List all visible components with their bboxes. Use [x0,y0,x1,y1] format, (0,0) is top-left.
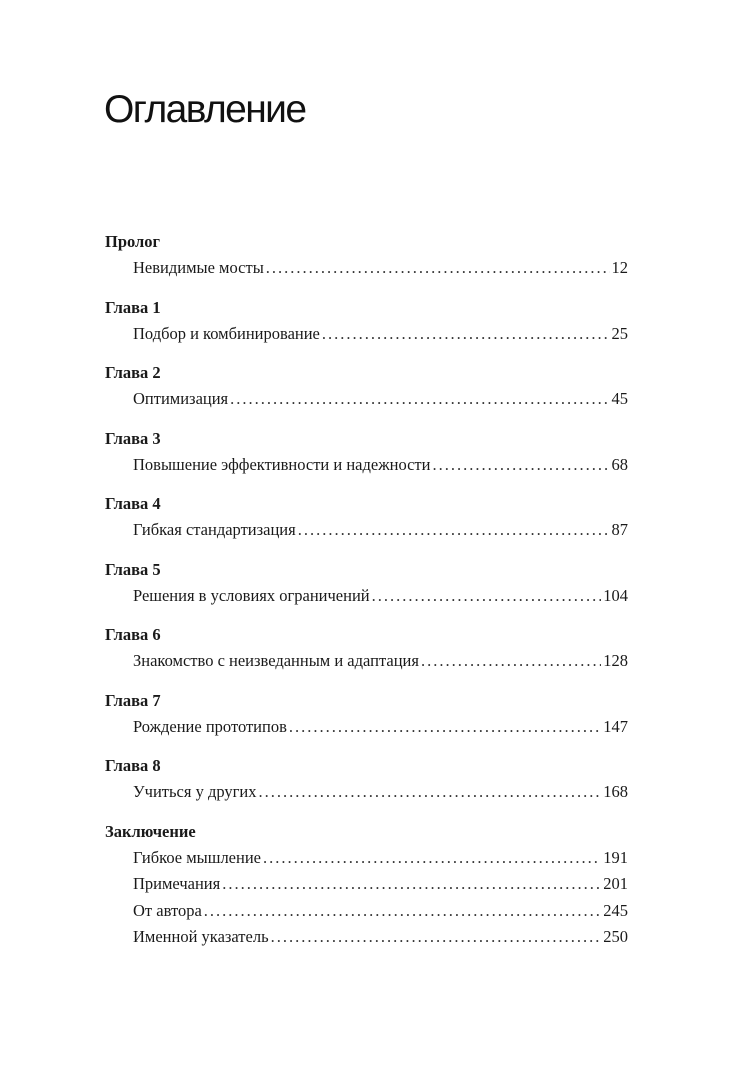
entry-title: Рождение прототипов [133,716,287,736]
toc-section [105,491,628,544]
toc-entry[interactable] [105,386,628,413]
dot-leader [204,898,601,925]
page-title: Оглавление [104,88,306,131]
page-number: 201 [603,874,628,893]
entry-title: Гибкое мышление [133,847,261,867]
page-number: 245 [603,900,628,920]
entry-title: Примечания [133,874,221,893]
table-of-contents [105,229,628,964]
page-number: 191 [603,847,628,867]
toc-entry[interactable] [105,452,628,479]
entry-title: Знакомство с неизведанным и адаптация [133,651,419,670]
entry-title: Невидимые мосты [133,258,264,277]
dot-leader [372,583,602,610]
dot-leader [289,714,601,741]
page-number: 168 [603,782,628,801]
page-number: 25 [611,323,628,343]
toc-entry[interactable] [105,255,628,282]
entry-title: Подбор и комбинирование [133,323,320,343]
section-heading: Глава 3 [105,428,161,448]
toc-section [105,229,628,282]
entry-title: Именной указатель [133,927,269,946]
dot-leader [263,845,601,872]
toc-entry[interactable] [105,924,628,951]
toc-section [105,426,628,479]
section-heading: Глава 6 [105,625,161,644]
section-heading: Заключение [105,821,196,841]
dot-leader [322,321,610,348]
page-number: 87 [611,520,628,539]
dot-leader [258,779,601,806]
toc-entry[interactable] [105,779,628,806]
toc-entry[interactable] [105,845,628,872]
toc-section [105,360,628,413]
section-heading: Глава 1 [105,297,161,317]
toc-section [105,688,628,741]
section-heading: Глава 4 [105,494,161,513]
toc-entry[interactable] [105,714,628,741]
entry-title: Повышение эффективности и надежности [133,454,431,474]
page-number: 250 [603,927,628,946]
toc-entry[interactable] [105,648,628,675]
section-heading: Глава 5 [105,559,161,579]
page-number: 12 [611,258,628,277]
entry-title: Оптимизация [133,389,229,408]
entry-title: Гибкая стандартизация [133,520,296,539]
toc-entry[interactable] [105,321,628,348]
dot-leader [222,871,601,898]
dot-leader [432,452,609,479]
toc-section [105,295,628,348]
entry-title: Решения в условиях ограничений [133,585,370,605]
toc-entry[interactable] [105,517,628,544]
dot-leader [266,255,610,282]
page-number: 128 [603,651,628,670]
toc-entry[interactable] [105,871,628,898]
page-number: 147 [603,716,628,736]
section-heading: Глава 2 [105,363,161,382]
section-heading: Пролог [105,232,161,251]
entry-title: От автора [133,900,202,920]
toc-section [105,557,628,610]
dot-leader [298,517,610,544]
toc-entry[interactable] [105,898,628,925]
toc-section [105,753,628,806]
section-heading: Глава 7 [105,690,161,710]
toc-entry[interactable] [105,583,628,610]
toc-section [105,819,628,951]
dot-leader [230,386,609,413]
dot-leader [271,924,602,951]
section-heading: Глава 8 [105,756,161,775]
toc-section [105,622,628,675]
entry-title: Учиться у других [133,782,257,801]
page-number: 45 [611,389,628,408]
dot-leader [421,648,601,675]
page-number: 68 [611,454,628,474]
page-number: 104 [603,585,628,605]
